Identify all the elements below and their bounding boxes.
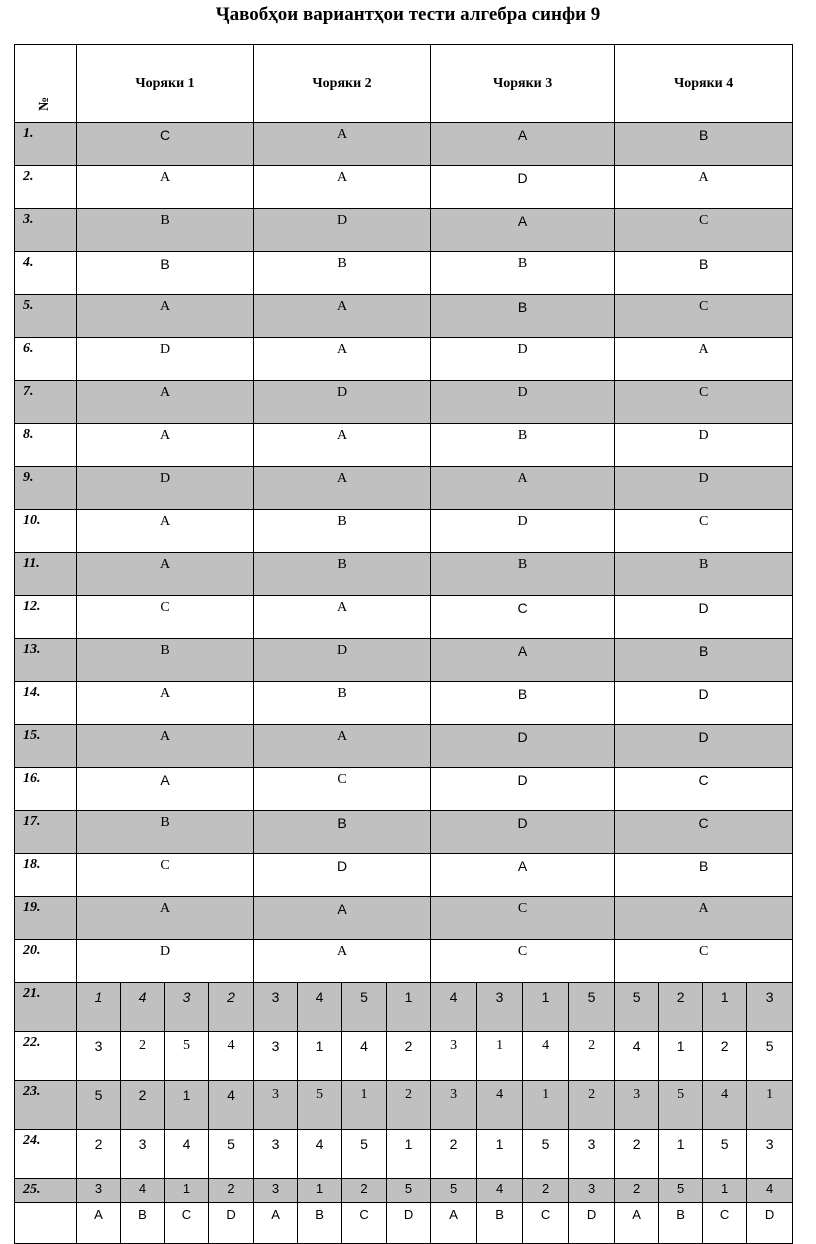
answer-cell-quarter-4: B (615, 123, 793, 166)
answer-cell-quarter-2: A (254, 424, 431, 467)
answer-cell-quarter-2: A (254, 897, 431, 940)
matching-cell: 4 (298, 983, 342, 1032)
matching-cell: 4 (523, 1032, 569, 1081)
answer-cell-quarter-3: C (431, 596, 615, 639)
matching-cell: 2 (342, 1179, 387, 1203)
answer-cell-quarter-4: A (615, 897, 793, 940)
matching-cell: 5 (77, 1081, 121, 1130)
answer-cell-quarter-4: C (615, 381, 793, 424)
matching-cell: 2 (431, 1130, 477, 1179)
table-row (15, 596, 793, 639)
answer-cell-quarter-3: D (431, 510, 615, 553)
answer-cell-quarter-2: B (254, 510, 431, 553)
table-row (15, 295, 793, 338)
matching-cell: 3 (431, 1081, 477, 1130)
answer-cell-quarter-4: C (615, 209, 793, 252)
question-number: 2. (15, 166, 77, 209)
matching-cell: 3 (747, 983, 793, 1032)
question-number: 17. (15, 811, 77, 854)
letter-cell: C (165, 1203, 209, 1244)
table-row (15, 338, 793, 381)
table-row (15, 682, 793, 725)
table-row (15, 467, 793, 510)
answer-cell-quarter-3: B (431, 682, 615, 725)
answer-cell-quarter-3: D (431, 338, 615, 381)
matching-cell: 5 (569, 983, 615, 1032)
matching-cell: 5 (342, 983, 387, 1032)
question-number: 18. (15, 854, 77, 897)
matching-cell: 1 (387, 983, 431, 1032)
answer-cell-quarter-4: D (615, 596, 793, 639)
answer-cell-quarter-4: B (615, 639, 793, 682)
question-number: 3. (15, 209, 77, 252)
answer-cell-quarter-4: C (615, 768, 793, 811)
matching-cell: 3 (121, 1130, 165, 1179)
letter-cell: C (703, 1203, 747, 1244)
table-row (15, 940, 793, 983)
answer-cell-quarter-2: B (254, 811, 431, 854)
matching-cell: 2 (209, 983, 254, 1032)
table-row (15, 510, 793, 553)
matching-cell: 4 (747, 1179, 793, 1203)
question-number: 23. (15, 1081, 77, 1130)
question-number: 14. (15, 682, 77, 725)
answer-cell-quarter-2: B (254, 553, 431, 596)
answer-cell-quarter-3: A (431, 467, 615, 510)
matching-cell: 2 (569, 1081, 615, 1130)
answer-cell-quarter-3: D (431, 725, 615, 768)
table-row (15, 768, 793, 811)
empty-cell (15, 1203, 77, 1244)
table-row (15, 424, 793, 467)
answer-cell-quarter-1: A (77, 295, 254, 338)
answer-cell-quarter-4: C (615, 295, 793, 338)
answer-cell-quarter-1: B (77, 811, 254, 854)
matching-cell: 5 (209, 1130, 254, 1179)
matching-cell: 4 (121, 983, 165, 1032)
letter-cell: D (569, 1203, 615, 1244)
answer-cell-quarter-3: B (431, 424, 615, 467)
matching-cell: 4 (298, 1130, 342, 1179)
letter-cell: B (659, 1203, 703, 1244)
answer-cell-quarter-4: C (615, 940, 793, 983)
table-row (15, 639, 793, 682)
question-number: 1. (15, 123, 77, 166)
answer-cell-quarter-2: A (254, 338, 431, 381)
matching-cell: 1 (477, 1032, 523, 1081)
answer-cell-quarter-3: D (431, 381, 615, 424)
matching-cell: 4 (121, 1179, 165, 1203)
quarter-2-header: Чоряки 2 (254, 45, 431, 123)
matching-cell: 4 (477, 1179, 523, 1203)
answer-cell-quarter-2: D (254, 639, 431, 682)
answer-cell-quarter-1: D (77, 940, 254, 983)
matching-cell: 3 (254, 983, 298, 1032)
answer-cell-quarter-2: A (254, 596, 431, 639)
letter-cell: A (254, 1203, 298, 1244)
matching-cell: 3 (254, 1032, 298, 1081)
letter-cell: C (342, 1203, 387, 1244)
matching-cell: 5 (387, 1179, 431, 1203)
letter-cell: B (477, 1203, 523, 1244)
matching-cell: 1 (703, 983, 747, 1032)
matching-cell: 1 (298, 1179, 342, 1203)
answer-cell-quarter-4: B (615, 252, 793, 295)
answer-cell-quarter-1: A (77, 166, 254, 209)
answer-cell-quarter-2: D (254, 854, 431, 897)
answer-cell-quarter-1: C (77, 596, 254, 639)
answer-cell-quarter-4: B (615, 854, 793, 897)
answer-cell-quarter-4: C (615, 510, 793, 553)
matching-cell: 2 (387, 1032, 431, 1081)
answer-cell-quarter-2: A (254, 467, 431, 510)
matching-cell: 1 (523, 1081, 569, 1130)
matching-cell: 1 (747, 1081, 793, 1130)
matching-row (15, 1179, 793, 1203)
answer-cell-quarter-4: C (615, 811, 793, 854)
answer-cell-quarter-3: C (431, 940, 615, 983)
matching-cell: 3 (615, 1081, 659, 1130)
matching-row (15, 1130, 793, 1179)
answer-cell-quarter-3: A (431, 639, 615, 682)
question-number: 20. (15, 940, 77, 983)
matching-cell: 1 (165, 1081, 209, 1130)
table-row (15, 553, 793, 596)
question-number: 11. (15, 553, 77, 596)
matching-cell: 2 (121, 1032, 165, 1081)
question-number: 12. (15, 596, 77, 639)
answer-cell-quarter-3: B (431, 553, 615, 596)
matching-cell: 3 (77, 1032, 121, 1081)
answer-cell-quarter-2: A (254, 940, 431, 983)
answer-cell-quarter-4: D (615, 725, 793, 768)
question-number: 16. (15, 768, 77, 811)
matching-cell: 2 (77, 1130, 121, 1179)
letter-cell: A (431, 1203, 477, 1244)
answer-cell-quarter-3: A (431, 854, 615, 897)
question-number: 10. (15, 510, 77, 553)
matching-cell: 1 (659, 1130, 703, 1179)
answer-cell-quarter-1: A (77, 381, 254, 424)
matching-cell: 2 (209, 1179, 254, 1203)
letter-cell: A (615, 1203, 659, 1244)
table-row (15, 209, 793, 252)
matching-cell: 5 (659, 1081, 703, 1130)
question-number: 22. (15, 1032, 77, 1081)
matching-cell: 3 (477, 983, 523, 1032)
quarter-3-header: Чоряки 3 (431, 45, 615, 123)
letter-cell: B (121, 1203, 165, 1244)
matching-cell: 3 (569, 1130, 615, 1179)
question-number: 24. (15, 1130, 77, 1179)
matching-cell: 5 (659, 1179, 703, 1203)
quarter-4-header: Чоряки 4 (615, 45, 793, 123)
matching-cell: 3 (165, 983, 209, 1032)
question-number: 15. (15, 725, 77, 768)
matching-cell: 2 (615, 1179, 659, 1203)
answer-cell-quarter-2: A (254, 295, 431, 338)
matching-cell: 5 (703, 1130, 747, 1179)
question-number: 8. (15, 424, 77, 467)
matching-cell: 1 (703, 1179, 747, 1203)
letter-cell: D (387, 1203, 431, 1244)
answer-cell-quarter-4: D (615, 682, 793, 725)
matching-cell: 4 (209, 1032, 254, 1081)
answer-cell-quarter-1: B (77, 209, 254, 252)
matching-cell: 4 (703, 1081, 747, 1130)
answer-cell-quarter-3: D (431, 768, 615, 811)
table-row (15, 381, 793, 424)
answer-cell-quarter-1: A (77, 682, 254, 725)
answer-cell-quarter-4: B (615, 553, 793, 596)
matching-cell: 2 (703, 1032, 747, 1081)
matching-cell: 1 (523, 983, 569, 1032)
matching-cell: 5 (747, 1032, 793, 1081)
table-row (15, 897, 793, 940)
matching-cell: 5 (523, 1130, 569, 1179)
quarter-1-header: Чоряки 1 (77, 45, 254, 123)
answer-cell-quarter-1: D (77, 338, 254, 381)
matching-row (15, 983, 793, 1032)
question-number: 25. (15, 1179, 77, 1203)
matching-cell: 2 (121, 1081, 165, 1130)
table-row (15, 166, 793, 209)
matching-cell: 2 (569, 1032, 615, 1081)
answer-cell-quarter-2: D (254, 209, 431, 252)
answer-cell-quarter-1: A (77, 768, 254, 811)
matching-cell: 5 (431, 1179, 477, 1203)
question-number: 13. (15, 639, 77, 682)
matching-cell: 2 (659, 983, 703, 1032)
letter-cell: B (298, 1203, 342, 1244)
answer-cell-quarter-2: A (254, 725, 431, 768)
matching-cell: 4 (209, 1081, 254, 1130)
matching-cell: 1 (298, 1032, 342, 1081)
matching-cell: 1 (342, 1081, 387, 1130)
letter-cell: C (523, 1203, 569, 1244)
table-row (15, 811, 793, 854)
letter-cell: A (77, 1203, 121, 1244)
question-number: 4. (15, 252, 77, 295)
answer-cell-quarter-1: C (77, 854, 254, 897)
matching-cell: 4 (165, 1130, 209, 1179)
matching-cell: 3 (569, 1179, 615, 1203)
answer-cell-quarter-1: A (77, 897, 254, 940)
answer-cell-quarter-3: C (431, 897, 615, 940)
answer-cell-quarter-3: B (431, 252, 615, 295)
matching-cell: 5 (298, 1081, 342, 1130)
matching-cell: 3 (254, 1179, 298, 1203)
answer-cell-quarter-1: B (77, 639, 254, 682)
matching-row (15, 1081, 793, 1130)
matching-cell: 1 (165, 1179, 209, 1203)
table-row (15, 854, 793, 897)
answer-cell-quarter-1: D (77, 467, 254, 510)
matching-cell: 3 (431, 1032, 477, 1081)
answer-cell-quarter-3: A (431, 209, 615, 252)
question-number: 21. (15, 983, 77, 1032)
question-number: 9. (15, 467, 77, 510)
answer-cell-quarter-2: A (254, 166, 431, 209)
matching-cell: 2 (523, 1179, 569, 1203)
matching-cell: 5 (165, 1032, 209, 1081)
answer-cell-quarter-1: B (77, 252, 254, 295)
matching-cell: 3 (254, 1130, 298, 1179)
answer-cell-quarter-3: A (431, 123, 615, 166)
matching-cell: 3 (254, 1081, 298, 1130)
answer-cell-quarter-1: A (77, 725, 254, 768)
table-row (15, 725, 793, 768)
answer-cell-quarter-1: A (77, 553, 254, 596)
answer-cell-quarter-2: C (254, 768, 431, 811)
answer-cell-quarter-2: D (254, 381, 431, 424)
matching-cell: 1 (659, 1032, 703, 1081)
number-column-header: № (15, 45, 77, 123)
matching-cell: 3 (77, 1179, 121, 1203)
matching-cell: 4 (342, 1032, 387, 1081)
table-row (15, 252, 793, 295)
question-number: 5. (15, 295, 77, 338)
answer-cell-quarter-3: D (431, 811, 615, 854)
matching-cell: 1 (387, 1130, 431, 1179)
answer-cell-quarter-2: A (254, 123, 431, 166)
page-title: Ҷавобҳои вариантҳои тести алгебра синфи 9 (215, 4, 601, 25)
matching-cell: 2 (615, 1130, 659, 1179)
matching-row (15, 1032, 793, 1081)
answer-cell-quarter-4: A (615, 166, 793, 209)
matching-cell: 1 (477, 1130, 523, 1179)
matching-cell: 5 (342, 1130, 387, 1179)
matching-cell: 4 (431, 983, 477, 1032)
matching-cell: 2 (387, 1081, 431, 1130)
matching-cell: 1 (77, 983, 121, 1032)
answer-cell-quarter-1: A (77, 510, 254, 553)
answer-cell-quarter-1: C (77, 123, 254, 166)
answer-cell-quarter-2: B (254, 682, 431, 725)
answer-table (14, 44, 793, 1244)
matching-cell: 5 (615, 983, 659, 1032)
answer-cell-quarter-4: D (615, 424, 793, 467)
question-number: 19. (15, 897, 77, 940)
matching-cell: 4 (477, 1081, 523, 1130)
answer-cell-quarter-1: A (77, 424, 254, 467)
matching-cell: 3 (747, 1130, 793, 1179)
answer-cell-quarter-2: B (254, 252, 431, 295)
letter-row (15, 1203, 793, 1244)
matching-cell: 4 (615, 1032, 659, 1081)
question-number: 6. (15, 338, 77, 381)
answer-cell-quarter-4: A (615, 338, 793, 381)
letter-cell: D (209, 1203, 254, 1244)
table-row (15, 123, 793, 166)
answer-cell-quarter-3: B (431, 295, 615, 338)
header-row (15, 45, 793, 123)
answer-cell-quarter-3: D (431, 166, 615, 209)
letter-cell: D (747, 1203, 793, 1244)
answer-cell-quarter-4: D (615, 467, 793, 510)
question-number: 7. (15, 381, 77, 424)
